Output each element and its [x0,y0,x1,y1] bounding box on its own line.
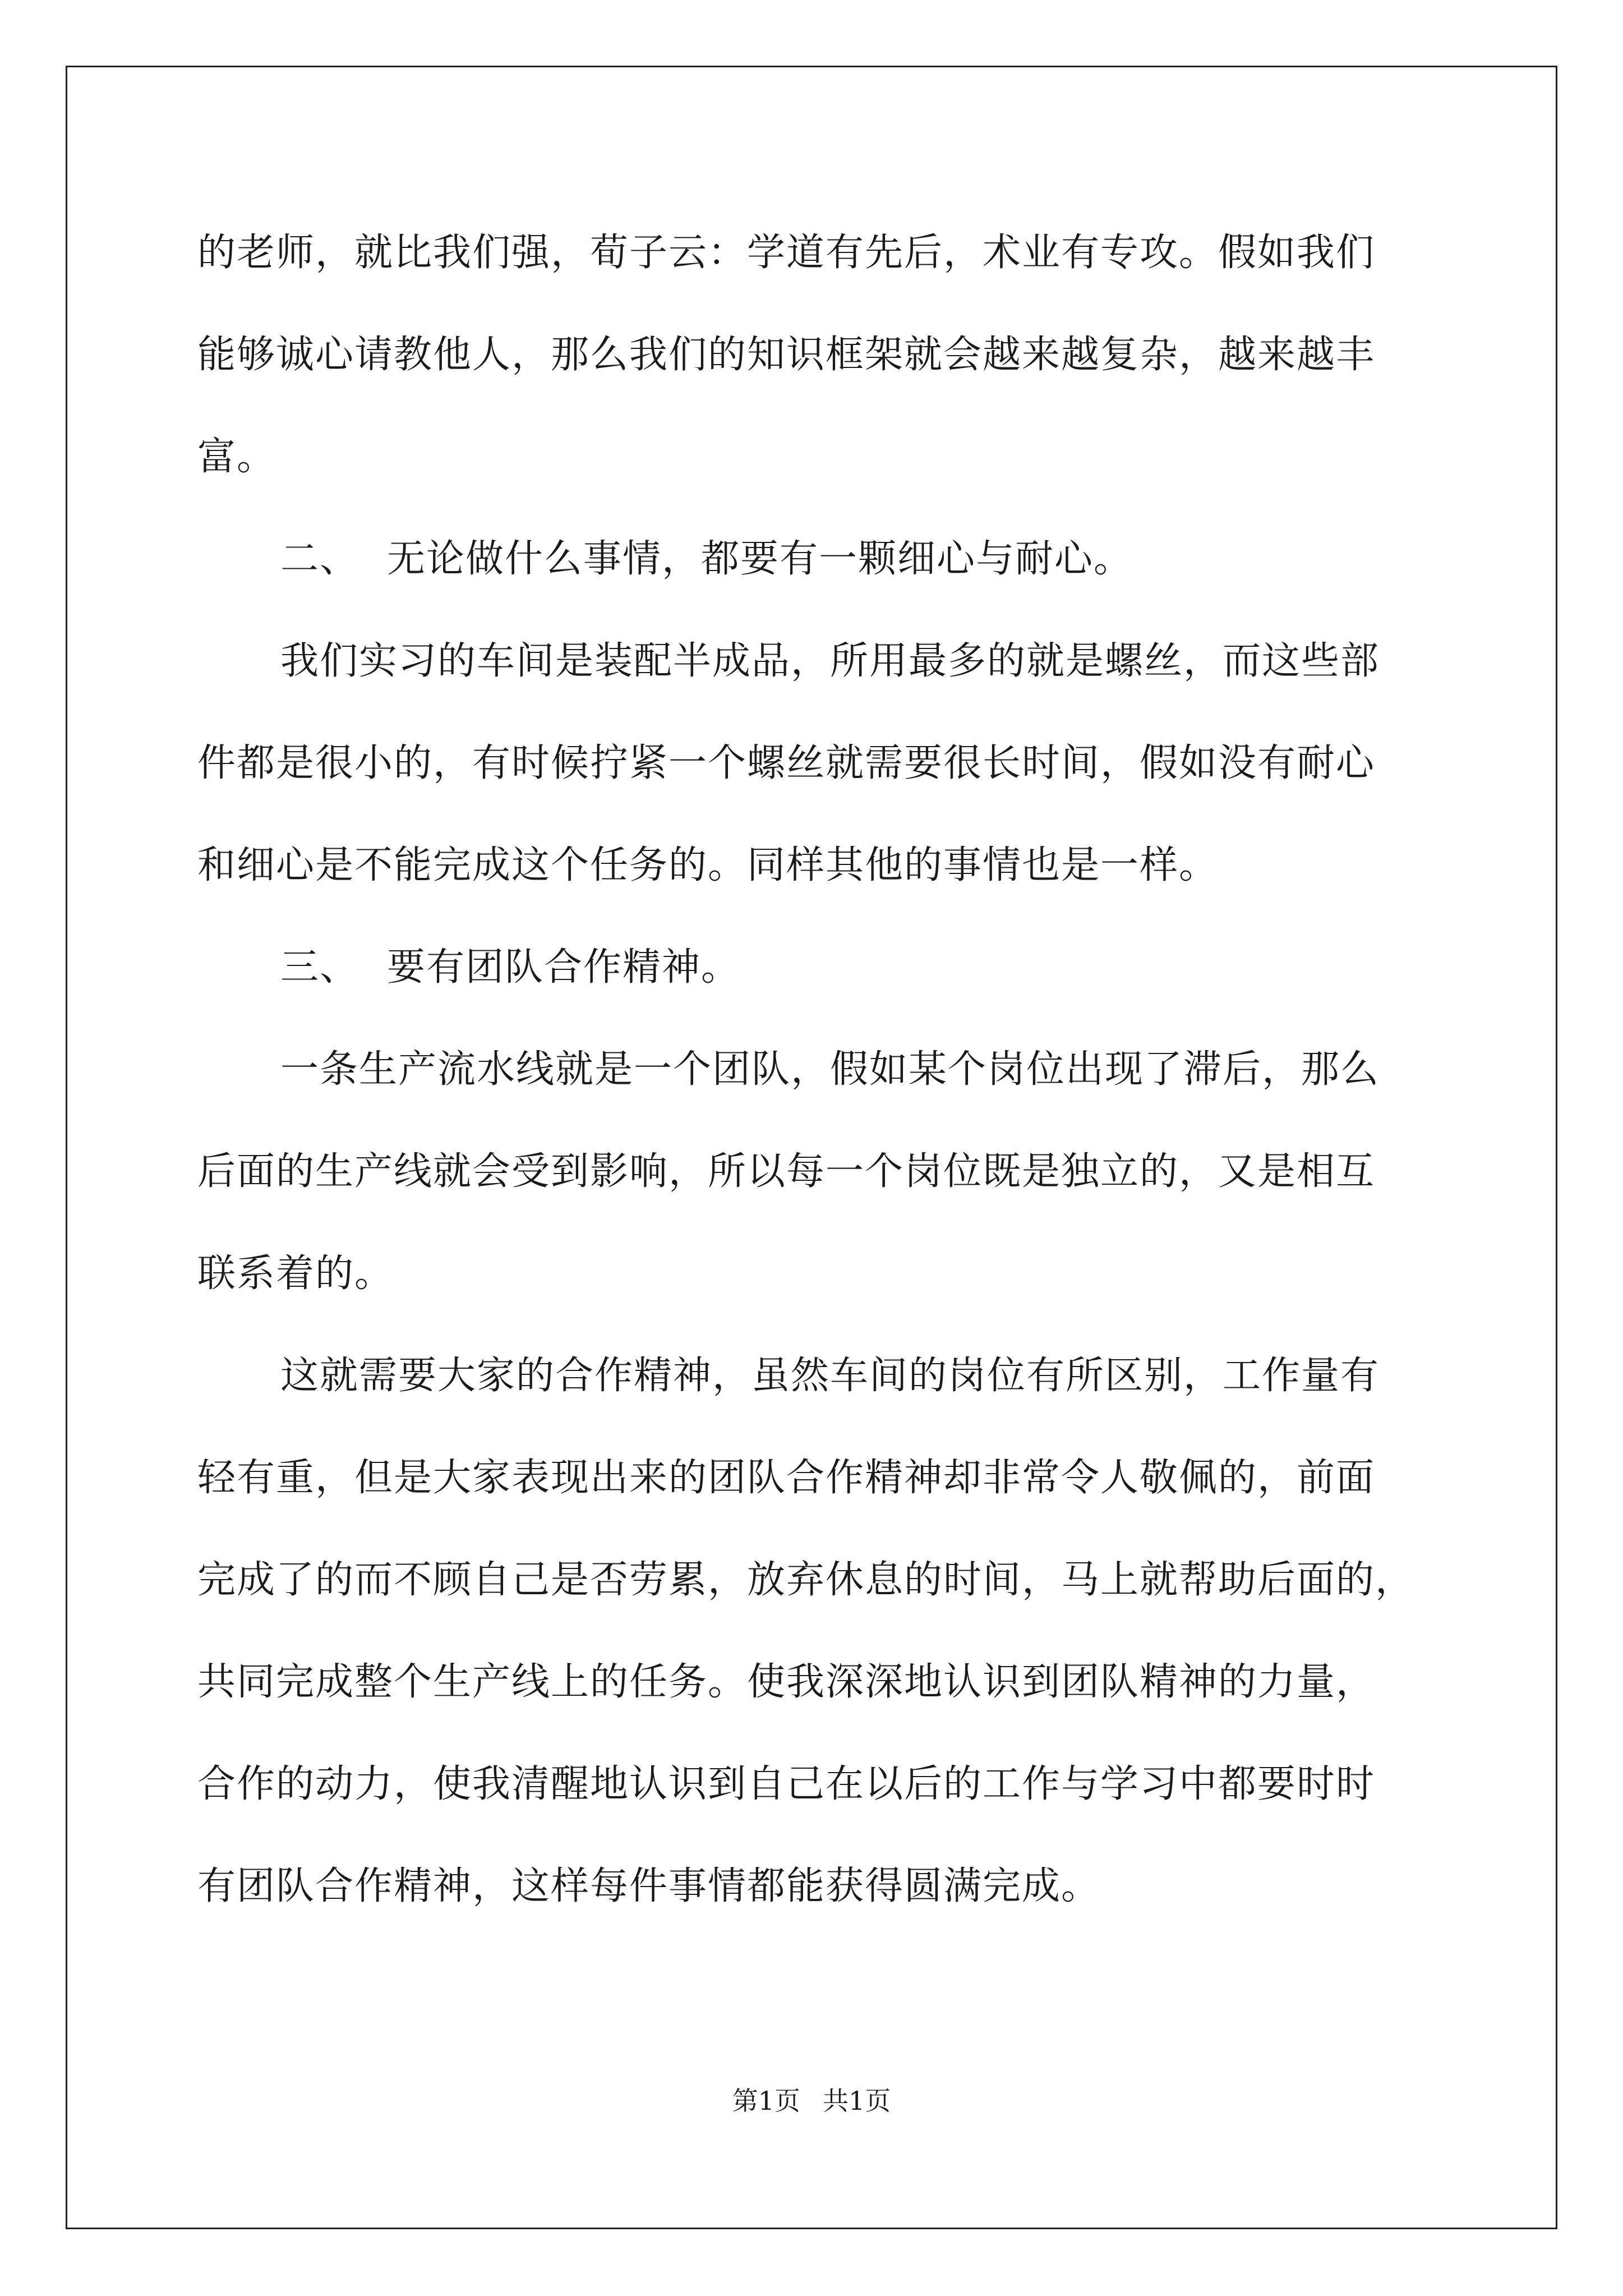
paragraph-line: 能够诚心请教他人，那么我们的知识框架就会越来越复杂，越来越丰 [197,333,1376,377]
page-footer [0,2084,1623,2118]
paragraph-line: 联系着的。 [197,1251,394,1296]
paragraph-line: 我们实习的车间是装配半成品，所用最多的就是螺丝，而这些部 [280,639,1380,683]
paragraph-line: 共同完成整个生产线上的任务。使我深深地认识到团队精神的力量， [197,1660,1376,1704]
paragraph-line: 完成了的而不顾自己是否劳累，放弃休息的时间，马上就帮助后面的， [197,1558,1415,1602]
document-body [197,202,1431,1938]
paragraph-line: 和细心是不能完成这个任务的。同样其他的事情也是一样。 [197,843,1219,887]
paragraph-line: 后面的生产线就会受到影响，所以每一个岗位既是独立的，又是相互 [197,1149,1376,1194]
paragraph-line: 合作的动力，使我清醒地认识到自己在以后的工作与学习中都要时时 [197,1762,1376,1806]
section-heading-text: 要有团队合作精神。 [387,945,741,990]
section-heading [197,917,1431,1019]
page-total: 共1页 [823,2086,891,2116]
paragraph-line: 有团队合作精神，这样每件事情都能获得圆满完成。 [197,1864,1101,1908]
paragraph-line: 富。 [197,435,276,479]
paragraph-line: 一条生产流水线就是一个团队，假如某个岗位出现了滞后，那么 [280,1047,1380,1092]
section-number: 三、 [280,945,359,990]
section-number: 二、 [280,537,359,581]
paragraph-line: 件都是很小的，有时候拧紧一个螺丝就需要很长时间，假如没有耐心 [197,741,1376,785]
page-number: 第1页 [732,2086,800,2116]
section-heading-text: 无论做什么事情，都要有一颗细心与耐心。 [387,537,1133,581]
paragraph-line: 的老师，就比我们强，荀子云：学道有先后，术业有专攻。假如我们 [197,231,1376,275]
paragraph-line: 这就需要大家的合作精神，虽然车间的岗位有所区别，工作量有 [280,1354,1380,1398]
paragraph-line: 轻有重，但是大家表现出来的团队合作精神却非常令人敬佩的，前面 [197,1456,1376,1500]
section-heading [197,508,1431,610]
